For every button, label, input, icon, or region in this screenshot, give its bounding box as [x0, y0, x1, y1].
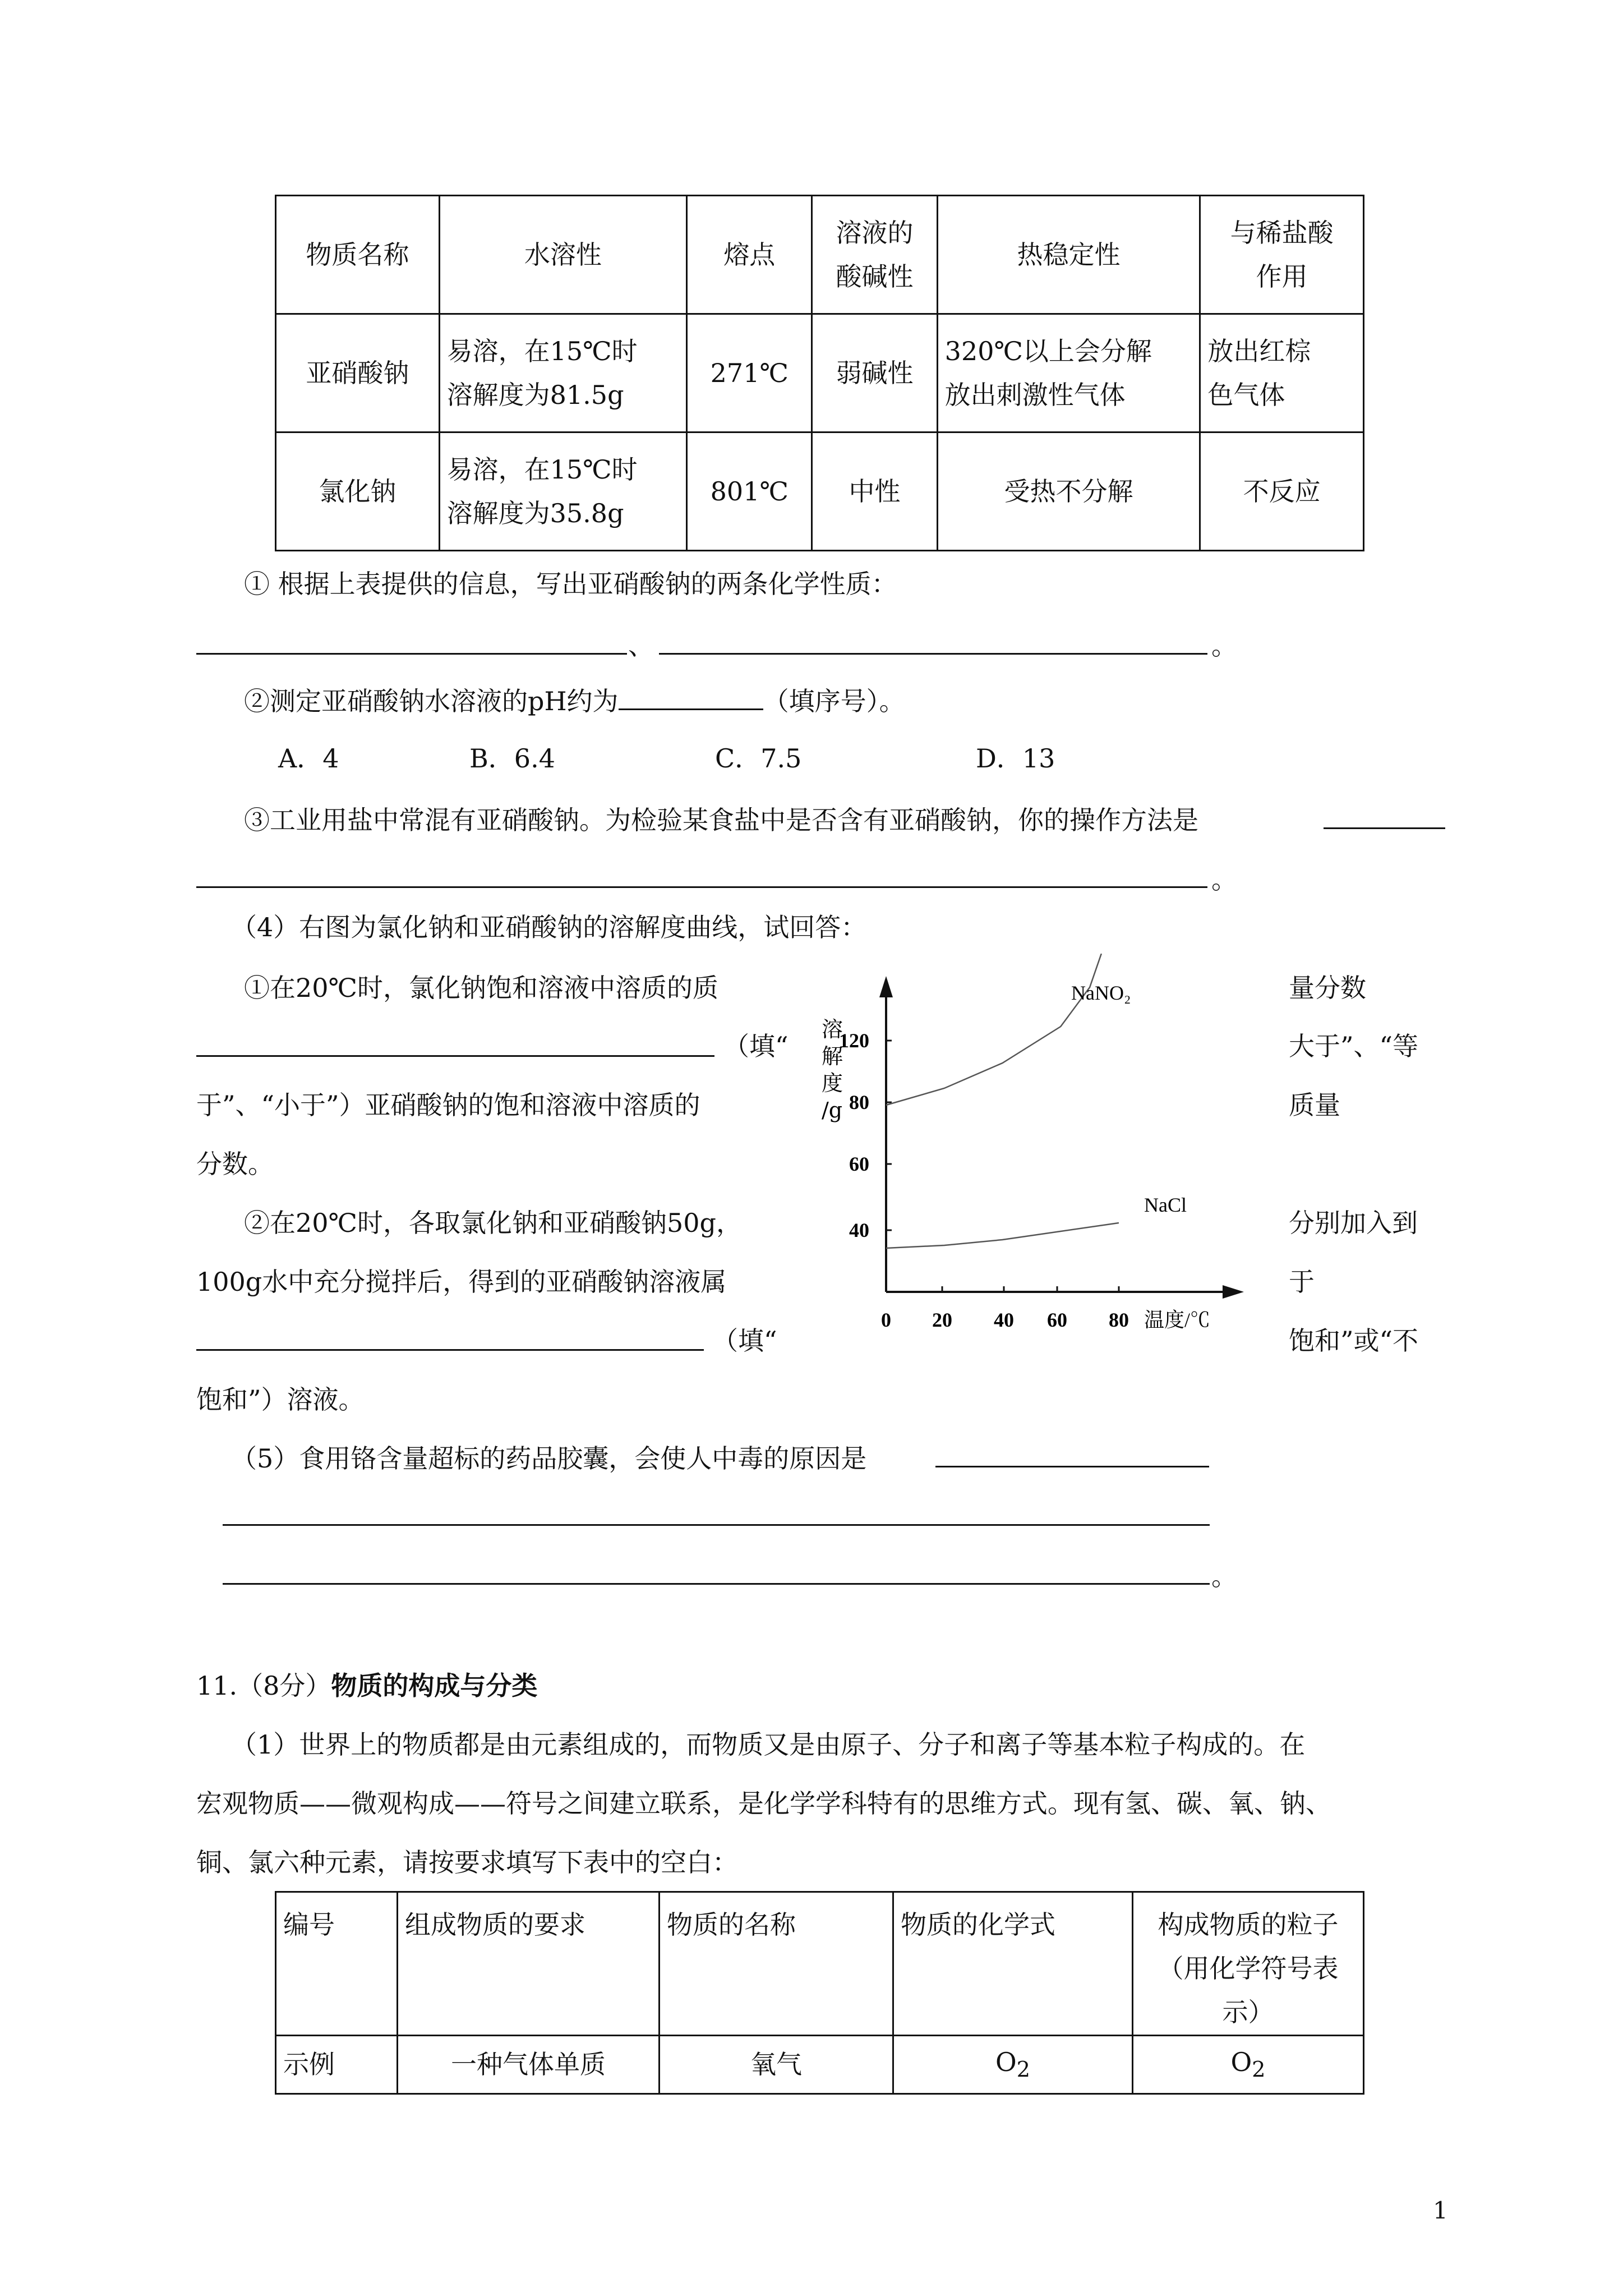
- table-cell: 氧气: [660, 2035, 893, 2093]
- question-item-2: [244, 686, 905, 714]
- q4-text: ①在20℃时，氯化钠饱和溶液中溶质的质: [244, 973, 718, 1003]
- answer-blank[interactable]: [196, 1349, 704, 1351]
- y-tick-label: 40: [849, 1219, 869, 1241]
- table-cell: 不反应: [1200, 432, 1364, 551]
- table-cell: 弱碱性: [812, 314, 937, 432]
- y-axis-label: /g: [822, 1098, 843, 1122]
- properties-table: [275, 195, 1364, 551]
- answer-blank[interactable]: [223, 1583, 1210, 1585]
- particles-table: [275, 1891, 1364, 2095]
- question-11-heading: [196, 1673, 537, 1699]
- table-cell: 一种气体单质: [398, 2035, 660, 2093]
- paragraph-line: 铜、氯六种元素，请按要求填写下表中的空白：: [196, 1847, 738, 1878]
- x-axis-label: 温度/℃: [1144, 1309, 1211, 1331]
- question-5: （5）食用铬含量超标的药品胶囊，会使人中毒的原因是: [231, 1443, 867, 1474]
- paragraph-line: （1）世界上的物质都是由元素组成的，而物质又是由原子、分子和离子等基本粒子构成的。在: [231, 1729, 1306, 1760]
- q4-text: 100g水中充分搅拌后，得到的亚硝酸钠溶液属: [196, 1267, 727, 1297]
- question-item-3: ③工业用盐中常混有亚硝酸钠。为检验某食盐中是否含有亚硝酸钠，你的操作方法是: [244, 805, 1198, 835]
- table-header: 编号: [276, 1892, 398, 2036]
- particle-symbol: O: [1230, 2047, 1252, 2078]
- x-tick-label: 20: [932, 1309, 952, 1331]
- answer-blank[interactable]: [223, 1524, 1210, 1526]
- table-header: 水溶性: [439, 196, 687, 314]
- question-title: 物质的构成与分类: [331, 1671, 538, 1701]
- page-number: 1: [1433, 2197, 1448, 2224]
- table-cell: 易溶，在15℃时 溶解度为35.8g: [439, 432, 687, 551]
- x-tick-label: 80: [1109, 1309, 1129, 1331]
- table-cell: 271℃: [687, 314, 812, 432]
- table-cell: 受热不分解: [937, 432, 1200, 551]
- q4-text: 于: [1289, 1267, 1315, 1297]
- paragraph-line: 宏观物质——微观构成——符号之间建立联系，是化学学科特有的思维方式。现有氢、碳、氧、钠、: [196, 1788, 1331, 1819]
- y-tick-label: 120: [839, 1029, 869, 1052]
- series-line-nacl: [886, 1223, 1119, 1248]
- x-axis-arrow: [1223, 1285, 1244, 1299]
- table-cell: [893, 2035, 1133, 2093]
- table-cell: 放出红棕 色气体: [1200, 314, 1364, 432]
- item-2-hint: （填序号）。: [763, 686, 905, 716]
- item-2-prompt: ②测定亚硝酸钠水溶液的pH约为: [244, 686, 619, 716]
- series-label-nano2: NaNO₂: [1071, 982, 1131, 1004]
- option-b: B．6.4: [469, 743, 555, 774]
- answer-blank[interactable]: [1324, 827, 1445, 829]
- table-cell: 氯化钠: [276, 432, 440, 551]
- solubility-chart: [808, 954, 1267, 1335]
- answer-blank[interactable]: [196, 1055, 714, 1057]
- table-cell: [1133, 2035, 1364, 2093]
- series-label-nacl: NaCl: [1144, 1194, 1187, 1216]
- question-item-1: ① 根据上表提供的信息，写出亚硝酸钠的两条化学性质：: [244, 569, 897, 599]
- table-header: 物质的化学式: [893, 1892, 1133, 2036]
- table-header: 物质的名称: [660, 1892, 893, 2036]
- q4-text: （填“: [723, 1031, 789, 1061]
- table-header: 热稳定性: [937, 196, 1200, 314]
- y-tick-label: 60: [849, 1153, 869, 1175]
- option-a: A．4: [278, 743, 339, 774]
- table-cell: 亚硝酸钠: [276, 314, 440, 432]
- y-axis-label: 溶: [822, 1017, 843, 1042]
- y-tick-label: 80: [849, 1091, 869, 1114]
- answer-blank[interactable]: [659, 653, 1207, 655]
- series-line-nano2: [886, 954, 1101, 1105]
- table-header: 与稀盐酸 作用: [1200, 196, 1364, 314]
- separator: 、: [628, 631, 654, 661]
- period: 。: [1211, 1561, 1237, 1591]
- period: 。: [1211, 864, 1237, 895]
- q4-text: 大于”、“等: [1289, 1031, 1419, 1061]
- table-cell: 易溶，在15℃时 溶解度为81.5g: [439, 314, 687, 432]
- table-header: 物质名称: [276, 196, 440, 314]
- x-tick-label: 60: [1047, 1309, 1067, 1331]
- answer-blank[interactable]: [196, 886, 1207, 888]
- table-header: 溶液的 酸碱性: [812, 196, 937, 314]
- q4-text: 饱和”）溶液。: [196, 1384, 365, 1415]
- y-axis-arrow: [879, 976, 893, 997]
- option-d: D．13: [976, 743, 1055, 774]
- table-header: 熔点: [687, 196, 812, 314]
- table-cell: 801℃: [687, 432, 812, 551]
- q4-text: 量分数: [1289, 973, 1366, 1003]
- q4-text: ②在20℃时，各取氯化钠和亚硝酸钠50g，: [244, 1208, 742, 1238]
- q4-text: 于”、“小于”）亚硝酸钠的饱和溶液中溶质的: [196, 1090, 700, 1120]
- table-header: 构成物质的粒子 （用化学符号表示）: [1133, 1892, 1364, 2036]
- y-axis-label: 解: [822, 1044, 843, 1069]
- q4-text: （填“: [712, 1326, 777, 1356]
- table-cell: 示例: [276, 2035, 398, 2093]
- answer-blank[interactable]: [935, 1466, 1209, 1467]
- y-axis-label: 度: [822, 1071, 843, 1096]
- table-header: 组成物质的要求: [398, 1892, 660, 2036]
- q4-text: 分数。: [196, 1149, 274, 1179]
- q4-text: 质量: [1289, 1090, 1340, 1120]
- x-tick-label: 40: [994, 1309, 1014, 1331]
- subscript: 2: [1252, 2057, 1266, 2083]
- table-cell: 中性: [812, 432, 937, 551]
- q4-text: 饱和”或“不: [1289, 1326, 1419, 1356]
- answer-blank[interactable]: [196, 653, 627, 655]
- question-4-intro: （4）右图为氯化钠和亚硝酸钠的溶解度曲线，试回答：: [231, 912, 867, 942]
- x-tick-label: 0: [881, 1309, 891, 1331]
- q4-text: 分别加入到: [1289, 1208, 1418, 1238]
- answer-blank[interactable]: [619, 686, 763, 710]
- formula: O: [995, 2047, 1017, 2078]
- subscript: 2: [1016, 2057, 1031, 2083]
- question-number: 11.（8分）: [196, 1671, 331, 1701]
- option-c: C．7.5: [715, 743, 802, 774]
- period: 。: [1211, 631, 1237, 661]
- table-cell: 320℃以上会分解 放出刺激性气体: [937, 314, 1200, 432]
- chart-layer: [822, 954, 1244, 1331]
